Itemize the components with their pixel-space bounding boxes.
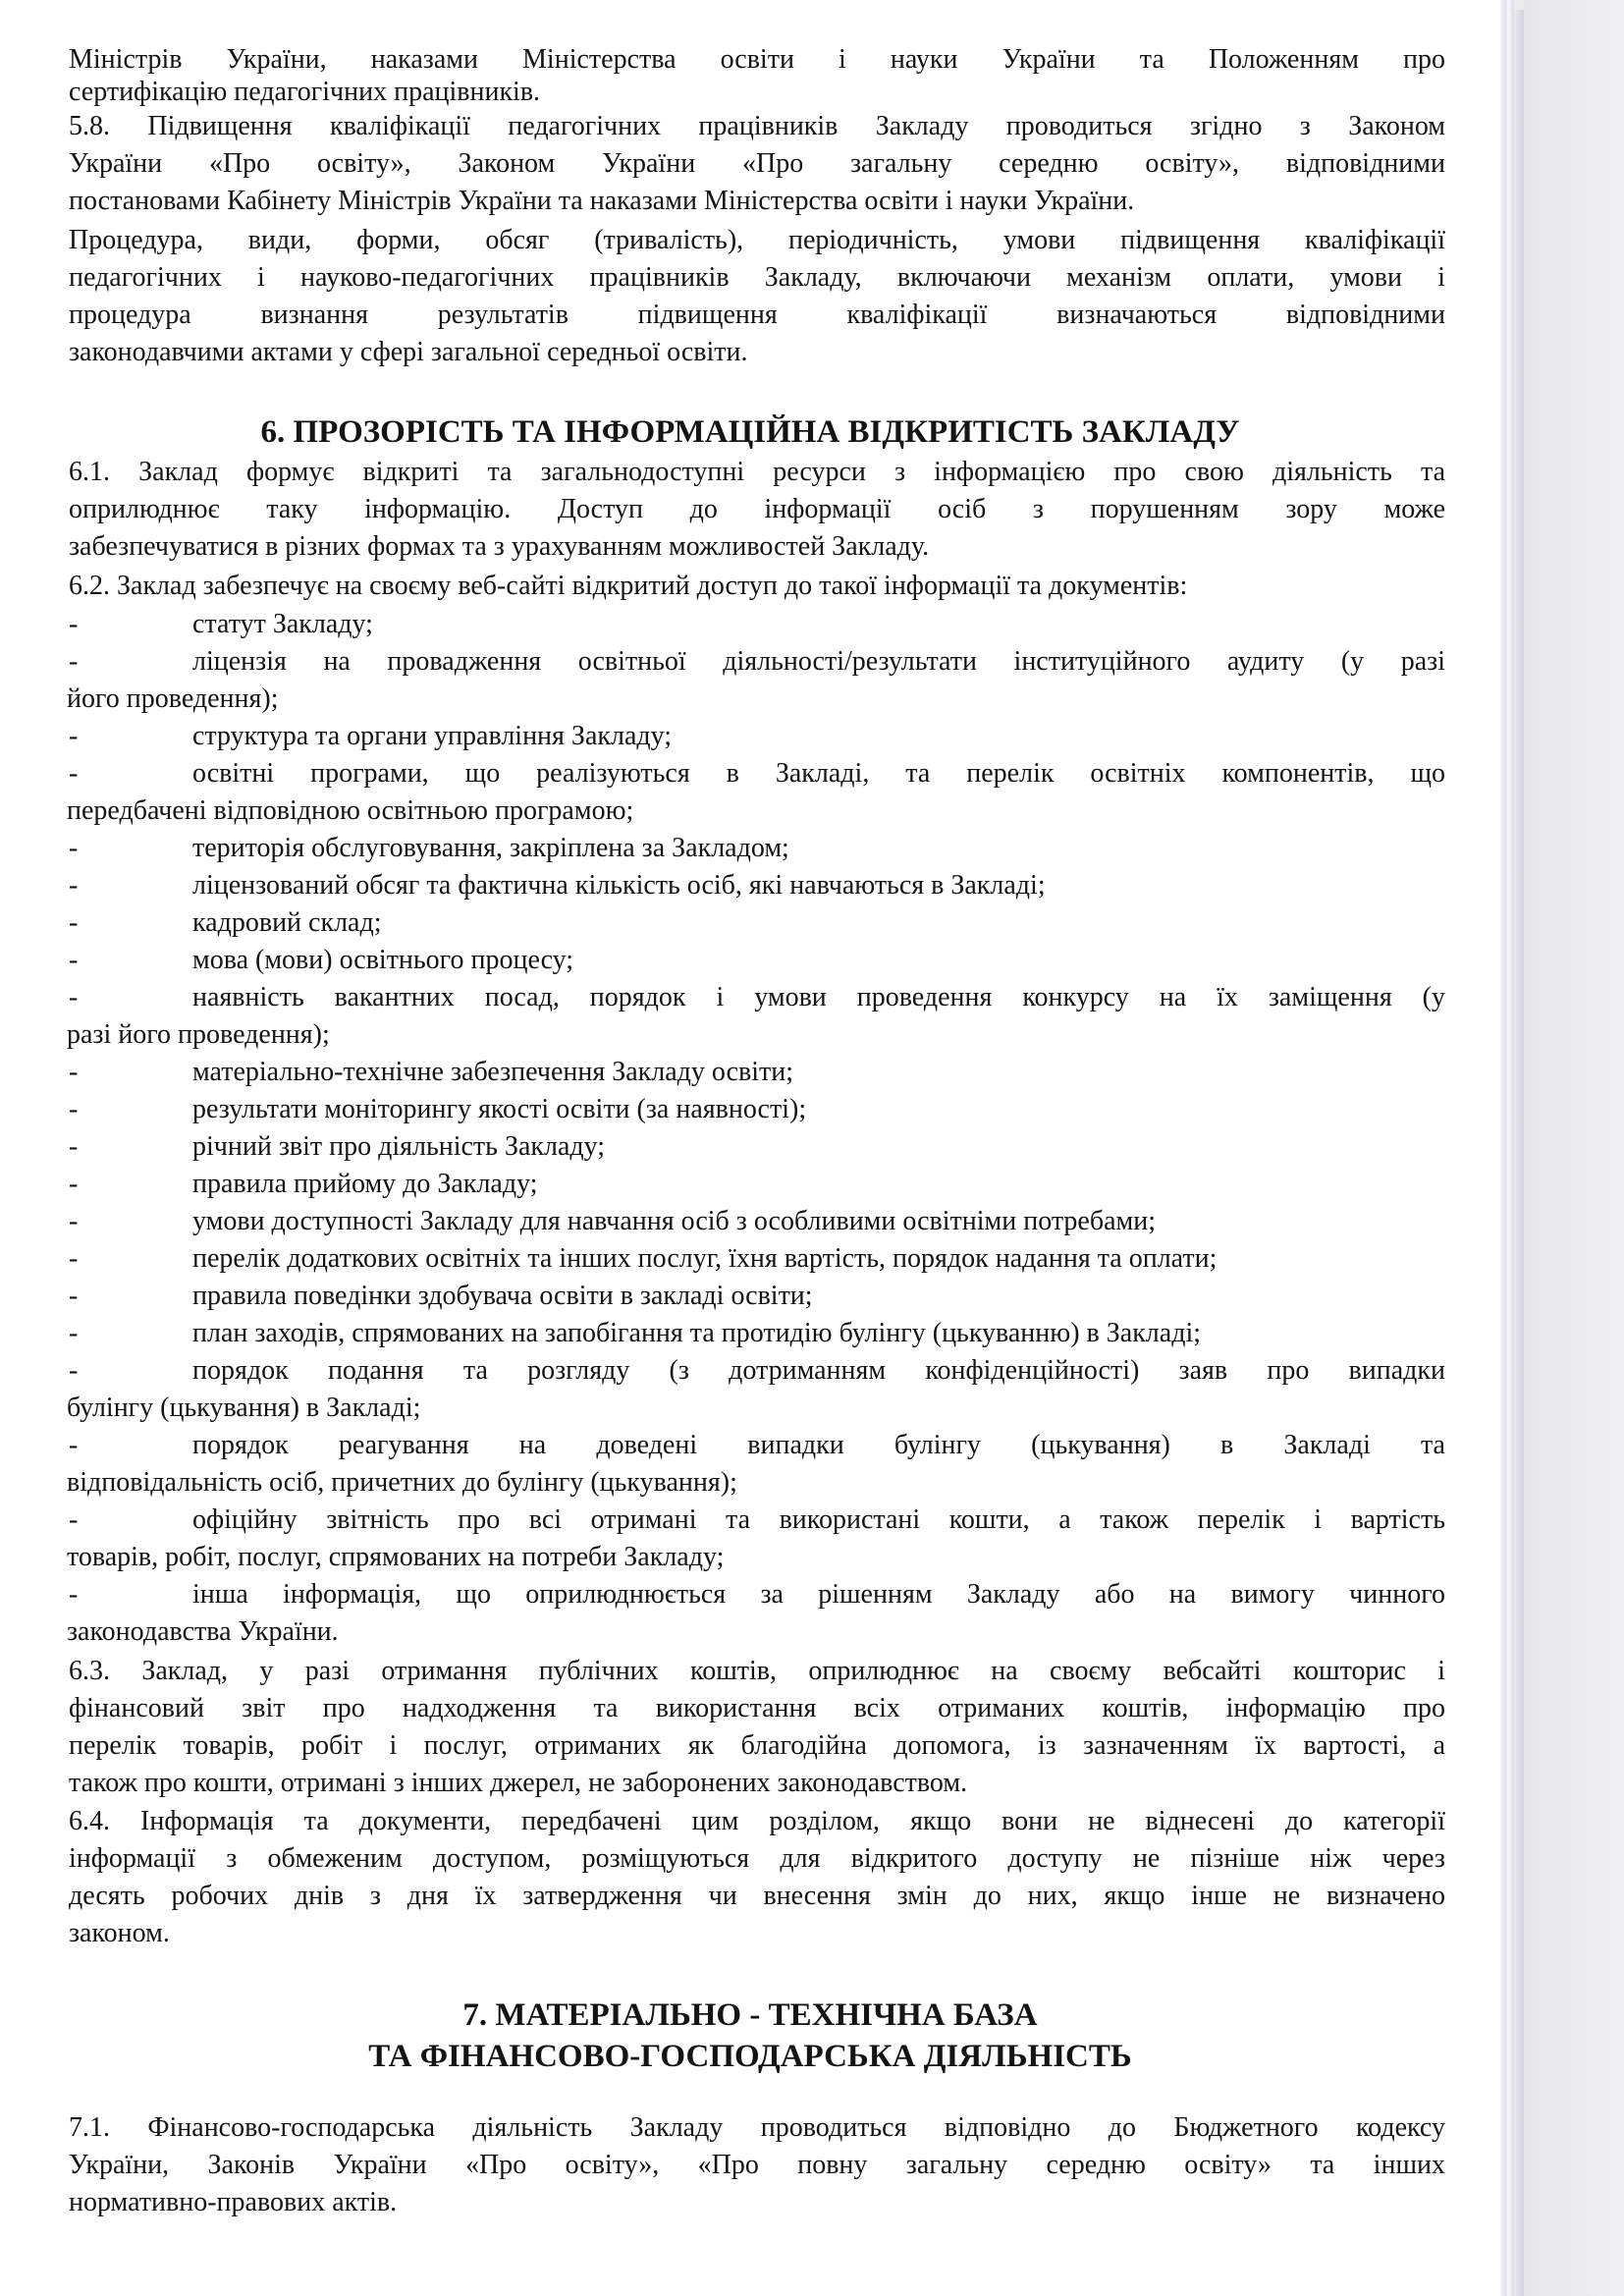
list-item: наявність вакантних посад, порядок і умови проведення конкурсу на їх заміщення (у xyxy=(192,982,1445,1012)
procedure-paragraph: Процедура, види, форми, обсяг (тривалість), періодичність, умови підвищення кваліфікації xyxy=(69,225,1445,255)
paragraph-line: Міністрів України, наказами Міністерства освіти і науки України та Положенням про xyxy=(69,44,1445,75)
list-item: порядок подання та розгляду (з дотриманням конфіденційності) заяв про випадки xyxy=(192,1355,1445,1386)
paragraph-line: України «Про освіту», Законом України «Про загальну середню освіту», відповідними xyxy=(69,148,1445,179)
clause-6-2-intro: 6.2. Заклад забезпечує на своєму веб-сайті відкритий доступ до такої інформації та документів: xyxy=(69,571,1188,601)
section-7-heading-line-2: ТА ФІНАНСОВО-ГОСПОДАРСЬКА ДІЯЛЬНІСТЬ xyxy=(368,2039,1132,2074)
list-item: інша інформація, що оприлюднюється за рішенням Закладу або на вимогу чинного xyxy=(192,1579,1445,1610)
list-item: правила поведінки здобувача освіти в закладі освіти; xyxy=(192,1281,813,1311)
paragraph-line: законом. xyxy=(69,1918,170,1948)
list-item: статут Закладу; xyxy=(192,609,373,639)
list-item: територія обслуговування, закріплена за Закладом; xyxy=(192,833,789,863)
paragraph-line: оприлюднює таку інформацію. Доступ до інформації осіб з порушенням зору може xyxy=(69,494,1445,524)
bullet-dash-icon: - xyxy=(69,1131,79,1162)
list-item: матеріально-технічне забезпечення Закладу освіти; xyxy=(192,1057,794,1087)
list-item-continuation: товарів, робіт, послуг, спрямованих на потреби Закладу; xyxy=(67,1542,725,1572)
bullet-dash-icon: - xyxy=(69,1318,79,1348)
paragraph-line: нормативно-правових актів. xyxy=(69,2187,398,2217)
bullet-dash-icon: - xyxy=(69,1504,79,1535)
paragraph-line: України, Законів України «Про освіту», «Про повну загальну середню освіту» та інших xyxy=(69,2150,1445,2180)
list-item-continuation: разі його проведення); xyxy=(67,1019,330,1050)
list-item: умови доступності Закладу для навчання осіб з особливими освітніми потребами; xyxy=(192,1206,1156,1236)
bullet-dash-icon: - xyxy=(69,1094,79,1124)
clause-6-1: 6.1. Заклад формує відкриті та загальнодоступні ресурси з інформацією про свою діяльність та xyxy=(69,457,1445,487)
list-item: порядок реагування на доведені випадки булінгу (цькування) в Закладі та xyxy=(192,1430,1445,1460)
bullet-dash-icon: - xyxy=(69,609,79,639)
bullet-dash-icon: - xyxy=(69,1355,79,1386)
list-item: ліцензія на провадження освітньої діяльності/результати інституційного аудиту (у разі xyxy=(192,646,1445,677)
paragraph-line: забезпечуватися в різних формах та з урахуванням можливостей Закладу. xyxy=(69,531,930,562)
list-item: структура та органи управління Закладу; xyxy=(192,721,673,751)
bullet-dash-icon: - xyxy=(69,1243,79,1274)
bullet-dash-icon: - xyxy=(69,982,79,1012)
list-item-continuation: його проведення); xyxy=(67,683,279,714)
list-item-continuation: булінгу (цькування) в Закладі; xyxy=(67,1393,421,1423)
bullet-dash-icon: - xyxy=(69,833,79,863)
list-item: результати моніторингу якості освіти (за наявності); xyxy=(192,1094,807,1124)
list-item: освітні програми, що реалізуються в Закладі, та перелік освітніх компонентів, що xyxy=(192,758,1445,789)
list-item: перелік додаткових освітніх та інших послуг, їхня вартість, порядок надання та оплати; xyxy=(192,1243,1218,1274)
paragraph-line: законодавчими актами у сфері загальної середньої освіти. xyxy=(69,337,748,367)
paragraph-line: десять робочих днів з дня їх затвердження чи внесення змін до них, якщо інше не визначено xyxy=(69,1881,1445,1911)
list-item: план заходів, спрямованих на запобігання та протидію булінгу (цькуванню) в Закладі; xyxy=(192,1318,1202,1348)
bullet-dash-icon: - xyxy=(69,1169,79,1199)
bullet-dash-icon: - xyxy=(69,1281,79,1311)
paragraph-line: процедура визнання результатів підвищення кваліфікації визначаються відповідними xyxy=(69,300,1445,330)
list-item: ліцензований обсяг та фактична кількість осіб, які навчаються в Закладі; xyxy=(192,870,1046,901)
paragraph-line: фінансовий звіт про надходження та використання всіх отриманих коштів, інформацію про xyxy=(69,1693,1445,1723)
clause-7-1: 7.1. Фінансово-господарська діяльність Закладу проводиться відповідно до Бюджетного кодексу xyxy=(69,2112,1445,2143)
bullet-dash-icon: - xyxy=(69,907,79,938)
clause-6-4: 6.4. Інформація та документи, передбачені цим розділом, якщо вони не віднесені до категорії xyxy=(69,1806,1445,1836)
paragraph-line: сертифікацію педагогічних працівників. xyxy=(69,77,541,107)
page-stack-edge-shadow xyxy=(1514,10,1524,2296)
paragraph-line: також про кошти, отримані з інших джерел, не заборонених законодавством. xyxy=(69,1768,968,1798)
list-item-continuation: передбачені відповідною освітньою програмою; xyxy=(67,795,634,826)
list-item: офіційну звітність про всі отримані та використані кошти, а також перелік і вартість xyxy=(192,1504,1445,1535)
page-stack-edge xyxy=(1500,0,1514,2296)
paragraph-line: інформації з обмеженим доступом, розміщуються для відкритого доступу не пізніше ніж через xyxy=(69,1843,1445,1874)
list-item: мова (мови) освітнього процесу; xyxy=(192,945,574,975)
list-item-continuation: відповідальність осіб, причетних до булінгу (цькування); xyxy=(67,1467,737,1498)
bullet-dash-icon: - xyxy=(69,646,79,677)
clause-6-3: 6.3. Заклад, у разі отримання публічних коштів, оприлюднює на своєму вебсайті кошторис і xyxy=(69,1656,1445,1686)
list-item: кадровий склад; xyxy=(192,907,382,938)
bullet-dash-icon: - xyxy=(69,1206,79,1236)
bullet-dash-icon: - xyxy=(69,945,79,975)
section-6-heading: 6. ПРОЗОРІСТЬ ТА ІНФОРМАЦІЙНА ВІДКРИТІСТЬ ЗАКЛАДУ xyxy=(260,414,1240,450)
bullet-dash-icon: - xyxy=(69,870,79,901)
paragraph-line: перелік товарів, робіт і послуг, отриманих як благодійна допомога, із зазначенням їх вартості, а xyxy=(69,1730,1445,1761)
bullet-dash-icon: - xyxy=(69,721,79,751)
scanner-background xyxy=(1524,0,1624,2296)
bullet-dash-icon: - xyxy=(69,1430,79,1460)
list-item: правила прийому до Закладу; xyxy=(192,1169,538,1199)
list-item: річний звіт про діяльність Закладу; xyxy=(192,1131,606,1162)
section-7-heading-line-1: 7. МАТЕРІАЛЬНО - ТЕХНІЧНА БАЗА xyxy=(462,1997,1038,2033)
bullet-dash-icon: - xyxy=(69,1579,79,1610)
paragraph-line: педагогічних і науково-педагогічних працівників Закладу, включаючи механізм оплати, умови і xyxy=(69,262,1445,293)
bullet-dash-icon: - xyxy=(69,758,79,789)
bullet-dash-icon: - xyxy=(69,1057,79,1087)
list-item-continuation: законодавства України. xyxy=(67,1616,339,1647)
clause-5-8: 5.8. Підвищення кваліфікації педагогічних працівників Закладу проводиться згідно з Законом xyxy=(69,111,1445,141)
paragraph-line: постановами Кабінету Міністрів України та наказами Міністерства освіти і науки України. xyxy=(69,186,1135,216)
